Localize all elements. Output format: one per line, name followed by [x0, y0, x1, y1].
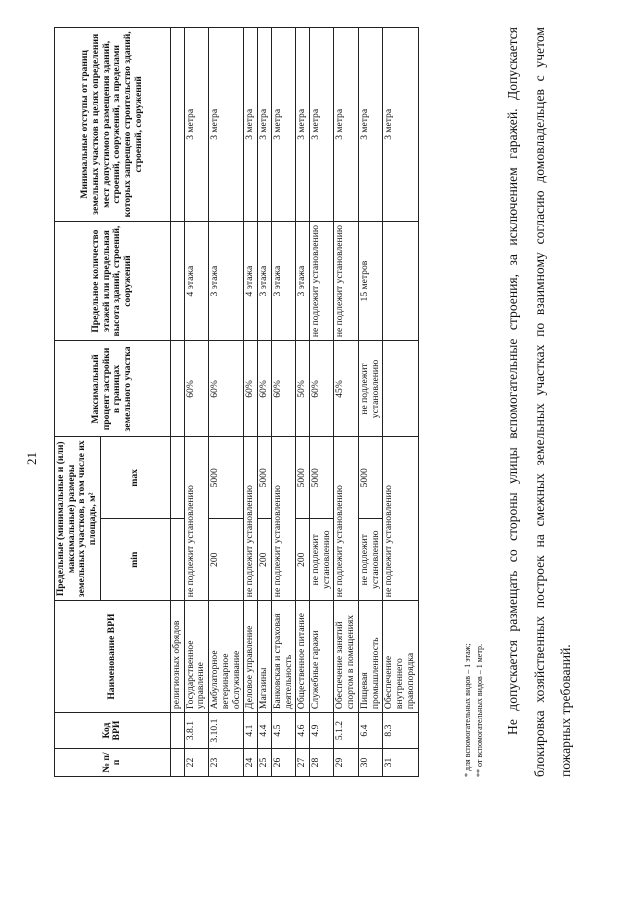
header-num: № п/п: [55, 749, 171, 777]
cell-min: 200: [296, 519, 310, 601]
cell-setback: 3 метра: [358, 28, 382, 222]
cell-floors: 3 этажа: [296, 221, 310, 341]
footnote-2: ** от вспомогательных видов – 1 метр.: [475, 644, 484, 777]
cell-percent: 60%: [184, 341, 208, 437]
continuation-row: [170, 28, 184, 777]
cell-setback: 3 метра: [310, 28, 334, 222]
footnote-1: * для вспомогательных видов – 1 этаж;: [463, 643, 472, 777]
cell-percent: 60%: [271, 341, 295, 437]
cell-floors: 3 этажа: [271, 221, 295, 341]
cell-name: Обеспечение внутреннего правопорядка: [383, 601, 418, 713]
cell-max: 5000: [209, 437, 244, 519]
table-row: [358, 28, 382, 777]
cell-max: 5000: [358, 437, 382, 519]
header-area-min: min: [100, 519, 170, 601]
cell-setback: 3 метра: [258, 28, 272, 222]
cell-setback: 3 метра: [244, 28, 258, 222]
cell-floors: 3 этажа: [209, 221, 244, 341]
cell-code: 4.5: [271, 713, 295, 749]
header-floors: Предельное количество этажей или предельная высота зданий, строений, сооружений: [55, 221, 171, 341]
footnotes: [462, 644, 486, 777]
cell-name: Банковская и страховая деятельность: [271, 601, 295, 713]
table-row: [184, 28, 208, 777]
cell-setback: 3 метра: [209, 28, 244, 222]
cell-floors: 15 метров: [358, 221, 382, 341]
header-name: Наименование ВРИ: [55, 601, 171, 713]
cell-code: 4.4: [258, 713, 272, 749]
continuation-cell: религиозных обрядов: [170, 601, 184, 713]
cell-percent: 60%: [310, 341, 334, 437]
cell-max: 5000: [258, 437, 272, 519]
cell-max: 5000: [296, 437, 310, 519]
cell-floors: не подлежит установлению: [334, 221, 358, 341]
header-area-max: max: [100, 437, 170, 519]
cell-percent: [383, 341, 418, 437]
table-row: [244, 28, 258, 777]
cell-percent: 45%: [334, 341, 358, 437]
cell-max: 5000: [310, 437, 334, 519]
table-row: [271, 28, 295, 777]
cell-floors: 4 этажа: [244, 221, 258, 341]
cell-min: 200: [258, 519, 272, 601]
cell-min: не подлежит установлению: [358, 519, 382, 601]
cell-percent: 60%: [209, 341, 244, 437]
cell-name: Обеспечение занятий спортом в помещениях: [334, 601, 358, 713]
cell-setback: 3 метра: [334, 28, 358, 222]
cell-num: 23: [209, 749, 244, 777]
cell-min: не подлежит установлению: [334, 437, 358, 601]
table-row: [258, 28, 272, 777]
cell-floors: 4 этажа: [184, 221, 208, 341]
table-row: [310, 28, 334, 777]
header-code: Код ВРИ: [55, 713, 171, 749]
cell-name: Общественное питание: [296, 601, 310, 713]
cell-name: Пищевая промышленность: [358, 601, 382, 713]
cell-code: 4.6: [296, 713, 310, 749]
header-setback: Минимальные отступы от границ земельных участков в целях определения мест допустимого размещения зданий, строений, сооружений, за пределами которых запрещено строительство зданий, строений, сооружений: [55, 28, 171, 222]
cell-min: 200: [209, 519, 244, 601]
cell-code: 8.3: [383, 713, 418, 749]
header-area: Предельные (минимальные и (или) максимальные) размеры земельных участков, в том числе их площадь, м²: [55, 437, 101, 601]
cell-percent: 60%: [258, 341, 272, 437]
table-row: [209, 28, 244, 777]
cell-floors: не подлежит установлению: [310, 221, 334, 341]
cell-num: 28: [310, 749, 334, 777]
cell-min: не подлежит установлению: [244, 437, 258, 601]
cell-min: не подлежит установлению: [271, 437, 295, 601]
cell-code: 4.9: [310, 713, 334, 749]
note-text: Не допускается размещать со стороны улицы вспомогательные строения, за исключением гаражей. Допускается блокировка хозяйственных построек на смежных земельных участках по взаимному согласию домовладельцев с учетом пожарных требований.: [505, 27, 573, 777]
cell-code: 4.1: [244, 713, 258, 749]
cell-min: не подлежит установлению: [383, 437, 418, 601]
cell-setback: 3 метра: [184, 28, 208, 222]
cell-num: 31: [383, 749, 418, 777]
vri-table: [54, 27, 419, 777]
cell-setback: 3 метра: [271, 28, 295, 222]
cell-setback: 3 метра: [383, 28, 418, 222]
cell-min: не подлежит установлению: [184, 437, 208, 601]
note-paragraph: [500, 27, 580, 777]
cell-code: 5.1.2: [334, 713, 358, 749]
table-row: [383, 28, 418, 777]
cell-code: 3.10.1: [209, 713, 244, 749]
cell-floors: [383, 221, 418, 341]
cell-floors: 3 этажа: [258, 221, 272, 341]
cell-code: 3.8.1: [184, 713, 208, 749]
cell-num: 25: [258, 749, 272, 777]
cell-percent: 60%: [244, 341, 258, 437]
cell-num: 27: [296, 749, 310, 777]
header-percent: Максимальный процент застройки в границах земельного участка: [55, 341, 171, 437]
cell-num: 26: [271, 749, 295, 777]
table-body: [170, 28, 418, 777]
cell-num: 24: [244, 749, 258, 777]
cell-num: 22: [184, 749, 208, 777]
cell-percent: не подлежит установлению: [358, 341, 382, 437]
page-number: 21: [24, 452, 39, 465]
cell-min: не подлежит установлению: [310, 519, 334, 601]
cell-percent: 50%: [296, 341, 310, 437]
cell-name: Служебные гаражи: [310, 601, 334, 713]
table-row: [296, 28, 310, 777]
cell-name: Деловое управление: [244, 601, 258, 713]
cell-name: Государственное управление: [184, 601, 208, 713]
cell-setback: 3 метра: [296, 28, 310, 222]
cell-name: Магазины: [258, 601, 272, 713]
cell-name: Амбулаторное ветеринарное обслуживание: [209, 601, 244, 713]
table-row: [334, 28, 358, 777]
cell-num: 30: [358, 749, 382, 777]
cell-num: 29: [334, 749, 358, 777]
cell-code: 6.4: [358, 713, 382, 749]
